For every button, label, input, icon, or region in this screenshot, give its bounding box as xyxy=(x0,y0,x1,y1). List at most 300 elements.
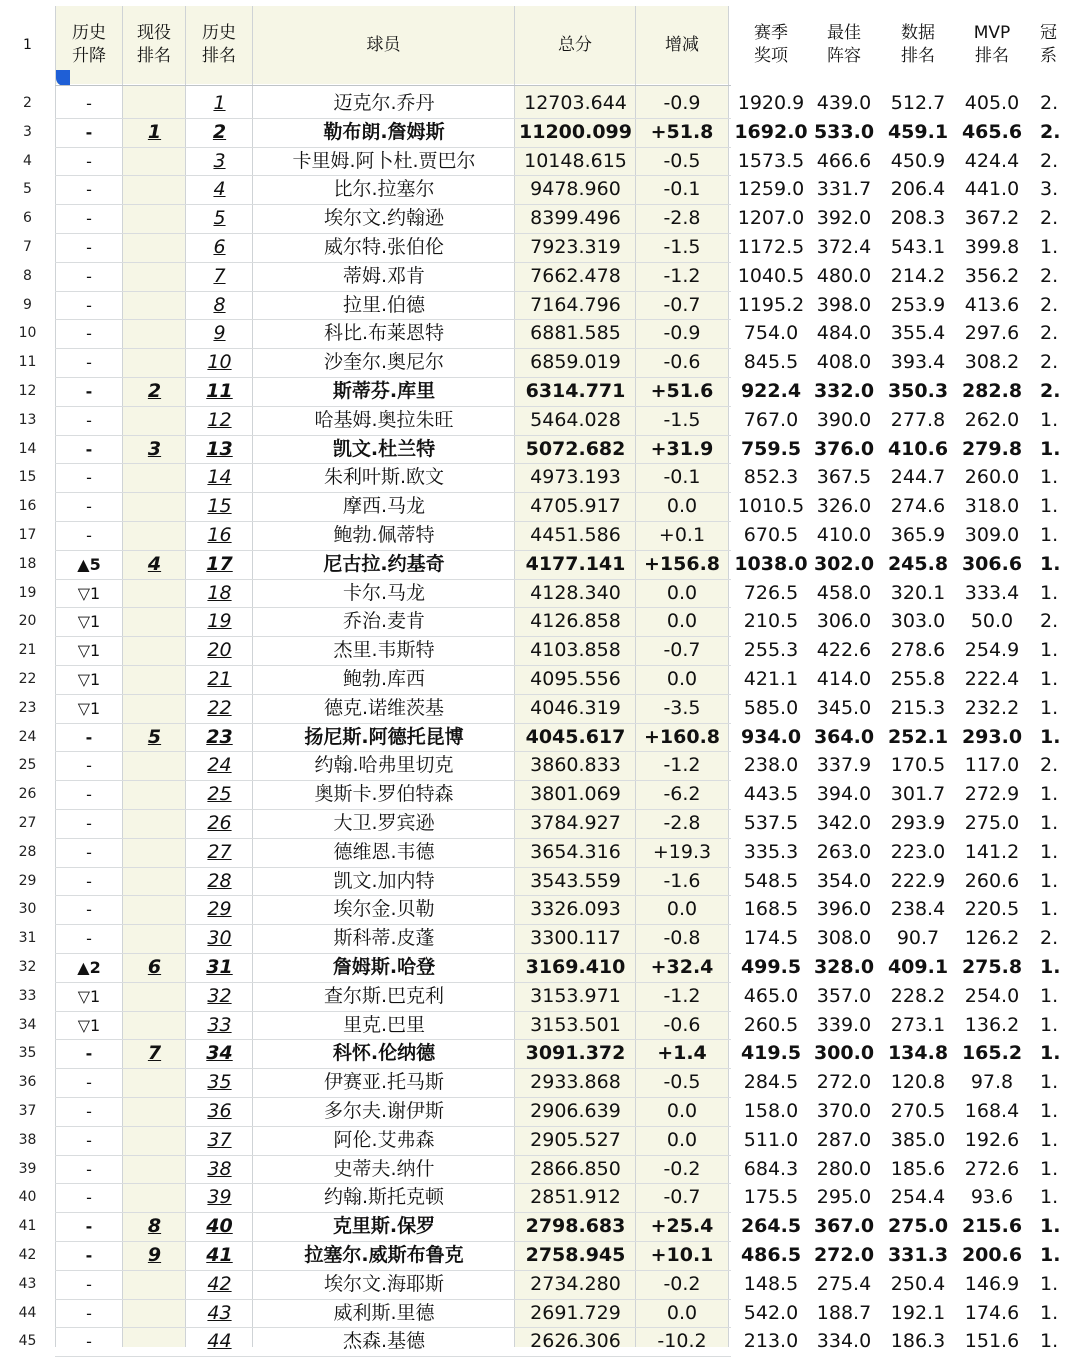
historic-rank-cell[interactable]: 13 xyxy=(206,437,233,460)
row-number[interactable]: 14 xyxy=(18,440,37,457)
best-team-cell[interactable]: 306.0 xyxy=(816,610,872,633)
champ-cell[interactable]: 1. xyxy=(1040,869,1059,892)
champ-cell[interactable]: 2. xyxy=(1040,293,1059,316)
player-name-cell[interactable]: 威利斯.里德 xyxy=(333,1301,435,1324)
total-score-cell[interactable]: 5464.028 xyxy=(530,408,621,431)
season-awards-cell[interactable]: 537.5 xyxy=(743,812,799,834)
current-rank-cell[interactable] xyxy=(123,1068,186,1097)
champ-cell[interactable]: 2. xyxy=(1040,149,1059,172)
player-name-cell[interactable]: 尼古拉.约基奇 xyxy=(323,552,445,575)
current-rank-cell[interactable] xyxy=(123,1011,186,1040)
best-team-cell[interactable]: 287.0 xyxy=(816,1128,872,1151)
current-rank-cell[interactable]: 7 xyxy=(147,1042,162,1065)
season-awards-cell[interactable]: 852.3 xyxy=(743,466,799,489)
current-rank-cell[interactable] xyxy=(123,406,186,435)
rise-fall-cell[interactable]: - xyxy=(86,785,92,805)
header-rise-fall[interactable]: 历史 升降 xyxy=(56,6,122,84)
data-rank-cell[interactable]: 270.5 xyxy=(890,1100,946,1122)
delta-cell[interactable]: -2.8 xyxy=(663,812,701,834)
data-rank-cell[interactable]: 254.4 xyxy=(890,1186,946,1209)
row-number[interactable]: 3 xyxy=(23,123,32,140)
total-score-cell[interactable]: 7662.478 xyxy=(530,264,621,287)
best-team-cell[interactable]: 334.0 xyxy=(816,1330,872,1353)
mvp-rank-cell[interactable]: 254.0 xyxy=(964,984,1020,1007)
mvp-rank-cell[interactable]: 220.5 xyxy=(964,898,1020,921)
season-awards-cell[interactable]: 210.5 xyxy=(743,610,799,633)
historic-rank-cell[interactable]: 32 xyxy=(207,984,232,1007)
mvp-rank-cell[interactable]: 215.6 xyxy=(961,1215,1023,1238)
champ-cell[interactable]: 1. xyxy=(1040,840,1059,863)
data-rank-cell[interactable]: 255.8 xyxy=(890,668,946,690)
historic-rank-cell[interactable]: 21 xyxy=(207,668,232,690)
current-rank-cell[interactable] xyxy=(123,636,186,665)
rise-fall-cell[interactable]: ▽1 xyxy=(77,986,101,1006)
player-name-cell[interactable]: 鲍勃.佩蒂特 xyxy=(333,524,435,546)
rise-fall-cell[interactable]: - xyxy=(86,871,92,891)
season-awards-cell[interactable]: 922.4 xyxy=(740,380,802,402)
mvp-rank-cell[interactable]: 356.2 xyxy=(964,264,1020,287)
season-awards-cell[interactable]: 726.5 xyxy=(743,581,799,604)
historic-rank-cell[interactable]: 1 xyxy=(213,92,226,114)
season-awards-cell[interactable]: 511.0 xyxy=(743,1128,799,1151)
season-awards-cell[interactable]: 1195.2 xyxy=(737,293,805,316)
historic-rank-cell[interactable]: 10 xyxy=(207,351,232,374)
best-team-cell[interactable]: 480.0 xyxy=(816,264,872,287)
season-awards-cell[interactable]: 168.5 xyxy=(743,898,799,921)
rise-fall-cell[interactable]: - xyxy=(86,1188,92,1208)
historic-rank-cell[interactable]: 28 xyxy=(207,869,232,892)
mvp-rank-cell[interactable]: 272.9 xyxy=(964,783,1020,806)
delta-cell[interactable]: 0.0 xyxy=(666,668,698,690)
row-number[interactable]: 26 xyxy=(18,786,37,803)
historic-rank-cell[interactable]: 35 xyxy=(207,1071,232,1094)
row-number[interactable]: 35 xyxy=(18,1045,37,1062)
mvp-rank-cell[interactable]: 293.0 xyxy=(961,725,1023,748)
historic-rank-cell[interactable]: 2 xyxy=(212,120,227,143)
data-rank-cell[interactable]: 134.8 xyxy=(887,1042,949,1065)
total-score-cell[interactable]: 2851.912 xyxy=(530,1186,621,1209)
mvp-rank-cell[interactable]: 165.2 xyxy=(961,1042,1023,1065)
player-name-cell[interactable]: 多尔夫.谢伊斯 xyxy=(323,1100,445,1122)
rise-fall-cell[interactable]: - xyxy=(86,1274,92,1294)
total-score-cell[interactable]: 3654.316 xyxy=(530,840,621,863)
rise-fall-cell[interactable]: - xyxy=(85,382,93,401)
historic-rank-cell[interactable]: 39 xyxy=(207,1186,232,1209)
data-rank-cell[interactable]: 245.8 xyxy=(887,552,949,575)
player-name-cell[interactable]: 埃尔文.海耶斯 xyxy=(323,1272,445,1295)
rise-fall-cell[interactable]: - xyxy=(86,324,92,344)
mvp-rank-cell[interactable]: 146.9 xyxy=(964,1272,1020,1295)
row-number[interactable]: 5 xyxy=(23,181,32,198)
rise-fall-cell[interactable]: ▲5 xyxy=(77,554,101,574)
champ-cell[interactable]: 1. xyxy=(1040,524,1059,546)
mvp-rank-cell[interactable]: 306.6 xyxy=(961,552,1023,575)
data-rank-cell[interactable]: 238.4 xyxy=(890,898,946,921)
delta-cell[interactable]: -0.2 xyxy=(663,1157,701,1180)
rise-fall-cell[interactable]: - xyxy=(86,238,92,257)
row-number[interactable]: 7 xyxy=(23,239,32,255)
row-number[interactable]: 28 xyxy=(18,843,37,860)
player-name-cell[interactable]: 哈基姆.奥拉朱旺 xyxy=(314,408,454,431)
rise-fall-cell[interactable]: ▽1 xyxy=(77,1015,101,1035)
delta-cell[interactable]: 0.0 xyxy=(666,1128,698,1151)
total-score-cell[interactable]: 4045.617 xyxy=(525,725,626,748)
champ-cell[interactable]: 1. xyxy=(1040,812,1059,834)
current-rank-cell[interactable] xyxy=(123,521,186,550)
data-rank-cell[interactable]: 278.6 xyxy=(890,639,946,662)
season-awards-cell[interactable]: 255.3 xyxy=(743,639,799,662)
champ-cell[interactable]: 1. xyxy=(1040,984,1059,1007)
rise-fall-cell[interactable]: ▽1 xyxy=(77,612,101,632)
total-score-cell[interactable]: 4973.193 xyxy=(530,466,621,489)
cell-selection-marker[interactable] xyxy=(56,70,70,86)
best-team-cell[interactable]: 331.7 xyxy=(816,178,872,201)
season-awards-cell[interactable]: 585.0 xyxy=(743,696,799,719)
player-name-cell[interactable]: 奥斯卡.罗伯特森 xyxy=(314,783,454,806)
delta-cell[interactable]: -0.1 xyxy=(663,178,701,201)
season-awards-cell[interactable]: 148.5 xyxy=(743,1272,799,1295)
total-score-cell[interactable]: 3860.833 xyxy=(530,754,621,777)
data-rank-cell[interactable]: 459.1 xyxy=(887,120,949,143)
mvp-rank-cell[interactable]: 136.2 xyxy=(964,1013,1020,1036)
rise-fall-cell[interactable]: - xyxy=(86,497,92,517)
rise-fall-cell[interactable]: - xyxy=(86,266,92,286)
data-rank-cell[interactable]: 410.6 xyxy=(887,437,949,460)
mvp-rank-cell[interactable]: 117.0 xyxy=(964,754,1020,777)
season-awards-cell[interactable]: 548.5 xyxy=(743,869,799,892)
historic-rank-cell[interactable]: 20 xyxy=(207,639,232,662)
current-rank-cell[interactable] xyxy=(123,924,186,953)
historic-rank-cell[interactable]: 4 xyxy=(213,178,226,201)
total-score-cell[interactable]: 2758.945 xyxy=(525,1244,626,1266)
rise-fall-cell[interactable]: - xyxy=(86,209,92,229)
delta-cell[interactable]: +156.8 xyxy=(643,552,721,575)
total-score-cell[interactable]: 3801.069 xyxy=(530,783,621,806)
player-name-cell[interactable]: 拉塞尔.威斯布鲁克 xyxy=(304,1244,464,1266)
delta-cell[interactable]: -1.5 xyxy=(663,236,701,258)
total-score-cell[interactable]: 4126.858 xyxy=(530,610,621,633)
row-number[interactable]: 18 xyxy=(18,555,37,572)
data-rank-cell[interactable]: 320.1 xyxy=(890,581,946,604)
data-rank-cell[interactable]: 355.4 xyxy=(890,322,946,345)
data-rank-cell[interactable]: 244.7 xyxy=(890,466,946,489)
best-team-cell[interactable]: 188.7 xyxy=(816,1301,872,1324)
row-number[interactable]: 20 xyxy=(18,613,37,630)
row-number[interactable]: 45 xyxy=(18,1333,37,1350)
total-score-cell[interactable]: 4095.556 xyxy=(530,668,621,690)
mvp-rank-cell[interactable]: 405.0 xyxy=(964,92,1020,114)
best-team-cell[interactable]: 295.0 xyxy=(816,1186,872,1209)
total-score-cell[interactable]: 12703.644 xyxy=(524,92,627,114)
champ-cell[interactable]: 1. xyxy=(1040,1100,1059,1122)
champ-cell[interactable]: 1. xyxy=(1040,1071,1059,1094)
current-rank-cell[interactable] xyxy=(123,291,186,320)
mvp-rank-cell[interactable]: 168.4 xyxy=(964,1100,1020,1122)
row-number[interactable]: 15 xyxy=(18,469,37,486)
historic-rank-cell[interactable]: 38 xyxy=(207,1157,232,1180)
best-team-cell[interactable]: 394.0 xyxy=(816,783,872,806)
player-name-cell[interactable]: 扬尼斯.阿德托昆博 xyxy=(304,725,464,748)
row-number[interactable]: 40 xyxy=(18,1189,37,1206)
season-awards-cell[interactable]: 754.0 xyxy=(743,322,799,345)
data-rank-cell[interactable]: 350.3 xyxy=(887,380,949,402)
current-rank-cell[interactable] xyxy=(123,1270,186,1299)
current-rank-cell[interactable] xyxy=(123,492,186,521)
champ-cell[interactable]: 3. xyxy=(1040,178,1059,201)
champ-cell[interactable]: 2. xyxy=(1040,120,1061,143)
rise-fall-cell[interactable]: - xyxy=(86,814,92,833)
best-team-cell[interactable]: 439.0 xyxy=(816,92,872,114)
data-rank-cell[interactable]: 252.1 xyxy=(887,725,949,748)
champ-cell[interactable]: 1. xyxy=(1040,898,1059,921)
historic-rank-cell[interactable]: 40 xyxy=(206,1215,233,1238)
best-team-cell[interactable]: 332.0 xyxy=(813,380,875,402)
mvp-rank-cell[interactable]: 465.6 xyxy=(961,120,1023,143)
row-number[interactable]: 39 xyxy=(18,1160,37,1177)
data-rank-cell[interactable]: 208.3 xyxy=(890,207,946,230)
historic-rank-cell[interactable]: 18 xyxy=(207,581,232,604)
season-awards-cell[interactable]: 284.5 xyxy=(743,1071,799,1094)
rise-fall-cell[interactable]: ▽1 xyxy=(77,698,101,718)
mvp-rank-cell[interactable]: 275.8 xyxy=(961,956,1023,978)
champ-cell[interactable]: 1. xyxy=(1040,668,1059,690)
champ-cell[interactable]: 1. xyxy=(1040,1272,1059,1295)
player-name-cell[interactable]: 克里斯.保罗 xyxy=(332,1215,436,1238)
current-rank-cell[interactable] xyxy=(123,89,186,118)
best-team-cell[interactable]: 280.0 xyxy=(816,1157,872,1180)
player-name-cell[interactable]: 鲍勃.库西 xyxy=(342,668,426,690)
delta-cell[interactable]: 0.0 xyxy=(666,898,698,921)
best-team-cell[interactable]: 392.0 xyxy=(816,207,872,230)
best-team-cell[interactable]: 367.5 xyxy=(816,466,872,489)
delta-cell[interactable]: +10.1 xyxy=(650,1244,714,1266)
delta-cell[interactable]: +160.8 xyxy=(643,725,721,748)
total-score-cell[interactable]: 6314.771 xyxy=(525,380,626,402)
player-name-cell[interactable]: 史蒂夫.纳什 xyxy=(333,1157,435,1180)
best-team-cell[interactable]: 372.4 xyxy=(816,236,872,258)
delta-cell[interactable]: -0.2 xyxy=(663,1272,701,1295)
total-score-cell[interactable]: 2798.683 xyxy=(525,1215,626,1238)
delta-cell[interactable]: -0.7 xyxy=(663,639,701,662)
row-number[interactable]: 4 xyxy=(23,152,32,169)
best-team-cell[interactable]: 367.0 xyxy=(813,1215,875,1238)
champ-cell[interactable]: 1. xyxy=(1040,495,1059,518)
delta-cell[interactable]: +1.4 xyxy=(657,1042,707,1065)
mvp-rank-cell[interactable]: 260.6 xyxy=(964,869,1020,892)
best-team-cell[interactable]: 300.0 xyxy=(813,1042,875,1065)
row-number[interactable]: 43 xyxy=(18,1275,37,1292)
best-team-cell[interactable]: 326.0 xyxy=(816,495,872,518)
season-awards-cell[interactable]: 1040.5 xyxy=(737,264,805,287)
historic-rank-cell[interactable]: 36 xyxy=(207,1100,232,1122)
delta-cell[interactable]: 0.0 xyxy=(666,581,698,604)
historic-rank-cell[interactable]: 19 xyxy=(207,610,232,633)
delta-cell[interactable]: -1.2 xyxy=(663,754,701,777)
header-champ[interactable]: 冠 系 xyxy=(1040,23,1057,66)
header-season-awards[interactable]: 赛季 奖项 xyxy=(754,23,788,66)
champ-cell[interactable]: 2. xyxy=(1040,322,1059,345)
data-rank-cell[interactable]: 222.9 xyxy=(890,869,946,892)
historic-rank-cell[interactable]: 5 xyxy=(213,207,226,230)
row-number[interactable]: 33 xyxy=(18,987,37,1004)
delta-cell[interactable]: -1.6 xyxy=(663,869,701,892)
player-name-cell[interactable]: 斯科蒂.皮蓬 xyxy=(333,927,435,950)
season-awards-cell[interactable]: 260.5 xyxy=(743,1013,799,1036)
delta-cell[interactable]: +25.4 xyxy=(650,1215,714,1238)
current-rank-cell[interactable]: 3 xyxy=(147,437,162,460)
rise-fall-cell[interactable]: - xyxy=(86,295,92,315)
champ-cell[interactable]: 1. xyxy=(1040,552,1061,575)
season-awards-cell[interactable]: 1920.9 xyxy=(737,92,805,114)
current-rank-cell[interactable] xyxy=(123,1183,186,1212)
player-name-cell[interactable]: 科怀.伦纳德 xyxy=(332,1042,436,1065)
best-team-cell[interactable]: 414.0 xyxy=(816,668,872,690)
total-score-cell[interactable]: 3091.372 xyxy=(525,1042,626,1065)
total-score-cell[interactable]: 4128.340 xyxy=(530,581,621,604)
header-total[interactable]: 总分 xyxy=(515,6,635,84)
data-rank-cell[interactable]: 192.1 xyxy=(890,1301,946,1324)
season-awards-cell[interactable]: 845.5 xyxy=(743,351,799,374)
rise-fall-cell[interactable]: - xyxy=(85,439,93,459)
player-name-cell[interactable]: 沙奎尔.奥尼尔 xyxy=(323,351,445,374)
total-score-cell[interactable]: 6881.585 xyxy=(530,322,621,345)
mvp-rank-cell[interactable]: 126.2 xyxy=(964,927,1020,950)
best-team-cell[interactable]: 484.0 xyxy=(816,322,872,345)
total-score-cell[interactable]: 3784.927 xyxy=(530,812,621,834)
header-player[interactable]: 球员 xyxy=(253,6,514,84)
best-team-cell[interactable]: 337.9 xyxy=(816,754,872,777)
champ-cell[interactable]: 2. xyxy=(1040,92,1059,114)
player-name-cell[interactable]: 德克.诺维茨基 xyxy=(323,696,445,719)
season-awards-cell[interactable]: 542.0 xyxy=(743,1301,799,1324)
player-name-cell[interactable]: 勒布朗.詹姆斯 xyxy=(323,120,445,143)
data-rank-cell[interactable]: 365.9 xyxy=(890,524,946,546)
rise-fall-cell[interactable]: - xyxy=(86,1073,92,1093)
champ-cell[interactable]: 1. xyxy=(1040,1215,1061,1238)
champ-cell[interactable]: 1. xyxy=(1040,466,1059,489)
total-score-cell[interactable]: 9478.960 xyxy=(530,178,621,201)
season-awards-cell[interactable]: 419.5 xyxy=(740,1042,802,1065)
rise-fall-cell[interactable]: - xyxy=(86,353,92,373)
best-team-cell[interactable]: 390.0 xyxy=(816,408,872,431)
player-name-cell[interactable]: 科比.布莱恩特 xyxy=(323,322,445,345)
current-rank-cell[interactable] xyxy=(123,147,186,176)
header-best-team[interactable]: 最佳 阵容 xyxy=(827,23,861,66)
row-number[interactable]: 24 xyxy=(18,728,37,745)
champ-cell[interactable]: 2. xyxy=(1040,264,1059,287)
delta-cell[interactable]: +32.4 xyxy=(650,956,714,978)
mvp-rank-cell[interactable]: 279.8 xyxy=(961,437,1023,460)
season-awards-cell[interactable]: 670.5 xyxy=(743,524,799,546)
historic-rank-cell[interactable]: 14 xyxy=(207,466,232,489)
rise-fall-cell[interactable]: - xyxy=(86,94,92,113)
data-rank-cell[interactable]: 186.3 xyxy=(890,1330,946,1353)
season-awards-cell[interactable]: 1692.0 xyxy=(734,120,808,143)
total-score-cell[interactable]: 5072.682 xyxy=(525,437,626,460)
rise-fall-cell[interactable]: ▲2 xyxy=(77,958,101,977)
row-number[interactable]: 8 xyxy=(23,267,32,284)
best-team-cell[interactable]: 458.0 xyxy=(816,581,872,604)
delta-cell[interactable]: -0.7 xyxy=(663,1186,701,1209)
player-name-cell[interactable]: 埃尔文.约翰逊 xyxy=(323,207,445,230)
best-team-cell[interactable]: 410.0 xyxy=(816,524,872,546)
best-team-cell[interactable]: 396.0 xyxy=(816,898,872,921)
champ-cell[interactable]: 1. xyxy=(1040,639,1059,662)
row-number[interactable]: 36 xyxy=(18,1074,37,1091)
mvp-rank-cell[interactable]: 333.4 xyxy=(964,581,1020,604)
data-rank-cell[interactable]: 301.7 xyxy=(890,783,946,806)
delta-cell[interactable]: +0.1 xyxy=(658,524,706,546)
best-team-cell[interactable]: 272.0 xyxy=(816,1071,872,1094)
data-rank-cell[interactable]: 512.7 xyxy=(890,92,946,114)
champ-cell[interactable]: 1. xyxy=(1040,1186,1059,1209)
mvp-rank-cell[interactable]: 151.6 xyxy=(964,1330,1020,1353)
total-score-cell[interactable]: 11200.099 xyxy=(519,120,632,143)
row-number[interactable]: 21 xyxy=(18,642,37,659)
mvp-rank-cell[interactable]: 141.2 xyxy=(964,840,1020,863)
player-name-cell[interactable]: 查尔斯.巴克利 xyxy=(323,984,445,1007)
current-rank-cell[interactable] xyxy=(123,809,186,838)
total-score-cell[interactable]: 4103.858 xyxy=(530,639,621,662)
historic-rank-cell[interactable]: 27 xyxy=(207,840,232,863)
data-rank-cell[interactable]: 275.0 xyxy=(887,1215,949,1238)
player-name-cell[interactable]: 摩西.马龙 xyxy=(342,495,426,518)
player-name-cell[interactable]: 朱利叶斯.欧文 xyxy=(323,466,445,489)
rise-fall-cell[interactable]: - xyxy=(86,410,92,430)
total-score-cell[interactable]: 3326.093 xyxy=(530,898,621,921)
total-score-cell[interactable]: 8399.496 xyxy=(530,207,621,230)
season-awards-cell[interactable]: 1259.0 xyxy=(737,178,805,201)
season-awards-cell[interactable]: 1038.0 xyxy=(734,552,808,575)
row-number[interactable]: 10 xyxy=(18,325,37,342)
current-rank-cell[interactable]: 1 xyxy=(147,120,162,143)
best-team-cell[interactable]: 354.0 xyxy=(816,869,872,892)
season-awards-cell[interactable]: 238.0 xyxy=(743,754,799,777)
current-rank-cell[interactable]: 8 xyxy=(147,1215,162,1238)
player-name-cell[interactable]: 伊赛亚.托马斯 xyxy=(323,1071,445,1094)
current-rank-cell[interactable] xyxy=(123,319,186,348)
mvp-rank-cell[interactable]: 413.6 xyxy=(964,293,1020,316)
total-score-cell[interactable]: 2866.850 xyxy=(530,1157,621,1180)
best-team-cell[interactable]: 398.0 xyxy=(816,293,872,316)
total-score-cell[interactable]: 3543.559 xyxy=(530,869,621,892)
mvp-rank-cell[interactable]: 441.0 xyxy=(964,178,1020,201)
rise-fall-cell[interactable]: - xyxy=(85,1217,93,1237)
mvp-rank-cell[interactable]: 309.0 xyxy=(964,524,1020,546)
mvp-rank-cell[interactable]: 282.8 xyxy=(961,380,1023,402)
current-rank-cell[interactable] xyxy=(123,607,186,636)
delta-cell[interactable]: -0.9 xyxy=(663,322,701,345)
player-name-cell[interactable]: 威尔特.张伯伦 xyxy=(323,236,445,258)
season-awards-cell[interactable]: 767.0 xyxy=(743,408,799,431)
season-awards-cell[interactable]: 759.5 xyxy=(740,437,802,460)
champ-cell[interactable]: 2. xyxy=(1040,927,1059,950)
player-name-cell[interactable]: 凯文.杜兰特 xyxy=(332,437,436,460)
season-awards-cell[interactable]: 1172.5 xyxy=(737,236,805,258)
data-rank-cell[interactable]: 214.2 xyxy=(890,264,946,287)
champ-cell[interactable]: 1. xyxy=(1040,437,1061,460)
champ-cell[interactable]: 1. xyxy=(1040,1157,1059,1180)
mvp-rank-cell[interactable]: 50.0 xyxy=(970,610,1014,633)
current-rank-cell[interactable] xyxy=(123,1327,186,1356)
delta-cell[interactable]: -0.7 xyxy=(663,293,701,316)
season-awards-cell[interactable]: 1010.5 xyxy=(737,495,805,518)
current-rank-cell[interactable] xyxy=(123,463,186,492)
total-score-cell[interactable]: 4451.586 xyxy=(530,524,621,546)
rise-fall-cell[interactable]: ▽1 xyxy=(77,670,101,689)
historic-rank-cell[interactable]: 11 xyxy=(206,380,233,402)
row-number[interactable]: 13 xyxy=(18,411,37,428)
